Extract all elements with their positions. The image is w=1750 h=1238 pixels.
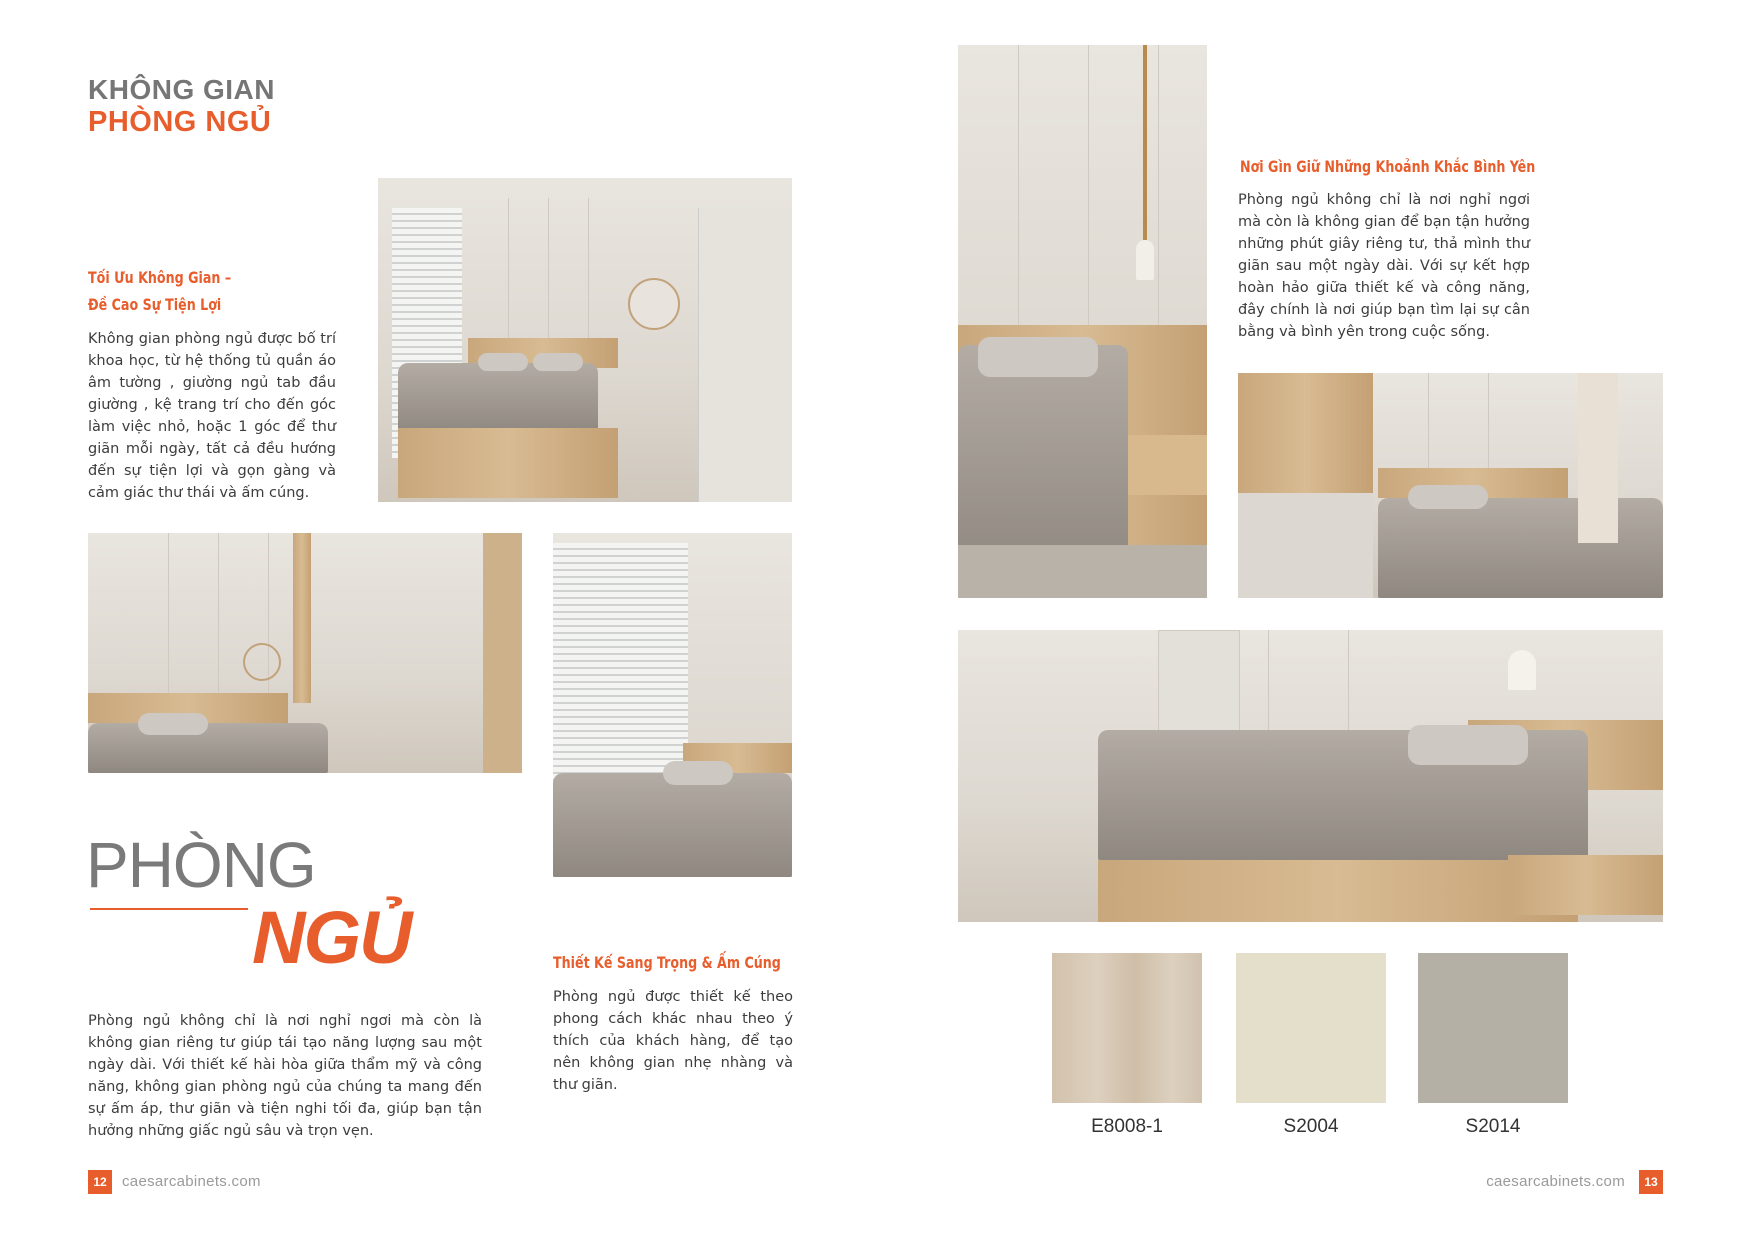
bedroom-photo-4 — [958, 45, 1207, 598]
page-number-left: 12 — [88, 1170, 112, 1194]
swatch-s2014 — [1418, 953, 1568, 1103]
right-section-heading: Nơi Gìn Giữ Những Khoảnh Khắc Bình Yên — [1240, 157, 1536, 176]
swatch-s2004 — [1236, 953, 1386, 1103]
section2-heading: Thiết Kế Sang Trọng & Ấm Cúng — [553, 953, 781, 972]
section-heading-line2: Đề Cao Sự Tiện Lợi — [88, 295, 222, 314]
big-title-phong: PHÒNG — [86, 829, 316, 901]
section-body: Không gian phòng ngủ được bố trí khoa học, từ hệ thống tủ quần áo âm tường , giường ngủ tab đầu giường , kệ trang trí cho đến góc làm việc nhỏ, hoặc 1 góc để thư giãn mỗi ngày, tất cả đều hướng đến sự tiện lợi và gọn gàng và cảm giác thư thái và ấm cúng. — [88, 331, 336, 501]
swatch-e8008-1 — [1052, 953, 1202, 1103]
bedroom-photo-2 — [88, 533, 522, 773]
page-title-line1: KHÔNG GIAN — [88, 74, 275, 105]
section2-body: Phòng ngủ được thiết kế theo phong cách khác nhau theo ý thích của khách hàng, để tạo nên không gian nhẹ nhàng và thư giãn. — [553, 989, 793, 1093]
bedroom-photo-1 — [378, 178, 792, 502]
section-heading-line1: Tối Ưu Không Gian – — [88, 268, 232, 287]
website-link-left[interactable]: caesarcabinets.com — [122, 1173, 261, 1190]
website-link-right[interactable]: caesarcabinets.com — [1486, 1173, 1625, 1190]
bedroom-photo-5 — [1238, 373, 1663, 598]
page-number-right: 13 — [1639, 1170, 1663, 1194]
swatch-label: E8008-1 — [1091, 1116, 1163, 1137]
big-title-ngu: NGỦ — [252, 896, 411, 979]
title-underline — [90, 908, 248, 910]
right-section-body: Phòng ngủ không chỉ là nơi nghỉ ngơi mà còn là không gian để bạn tận hưởng những phút giây riêng tư, thả mình thư giãn sau một ngày dài. Với sự kết hợp hoàn hảo giữa thiết kế và công năng, đây chính là nơi giúp bạn tìm lại sự cân bằng và bình yên trong cuộc sống. — [1238, 192, 1530, 340]
page-title-line2: PHÒNG NGỦ — [88, 106, 272, 138]
intro-paragraph: Phòng ngủ không chỉ là nơi nghỉ ngơi mà còn là không gian riêng tư giúp tái tạo năng lượng sau một ngày dài. Với thiết kế hài hòa giữa thẩm mỹ và công năng, không gian phòng ngủ của chúng ta mang đến sự ấm áp, thư giãn và tiện nghi tối đa, giúp bạn tận hưởng những giấc ngủ sâu và trọn vẹn. — [88, 1013, 482, 1139]
bedroom-photo-3 — [553, 533, 792, 877]
swatch-label: S2014 — [1465, 1116, 1521, 1137]
swatch-label: S2004 — [1283, 1116, 1339, 1137]
bedroom-photo-6 — [958, 630, 1663, 922]
